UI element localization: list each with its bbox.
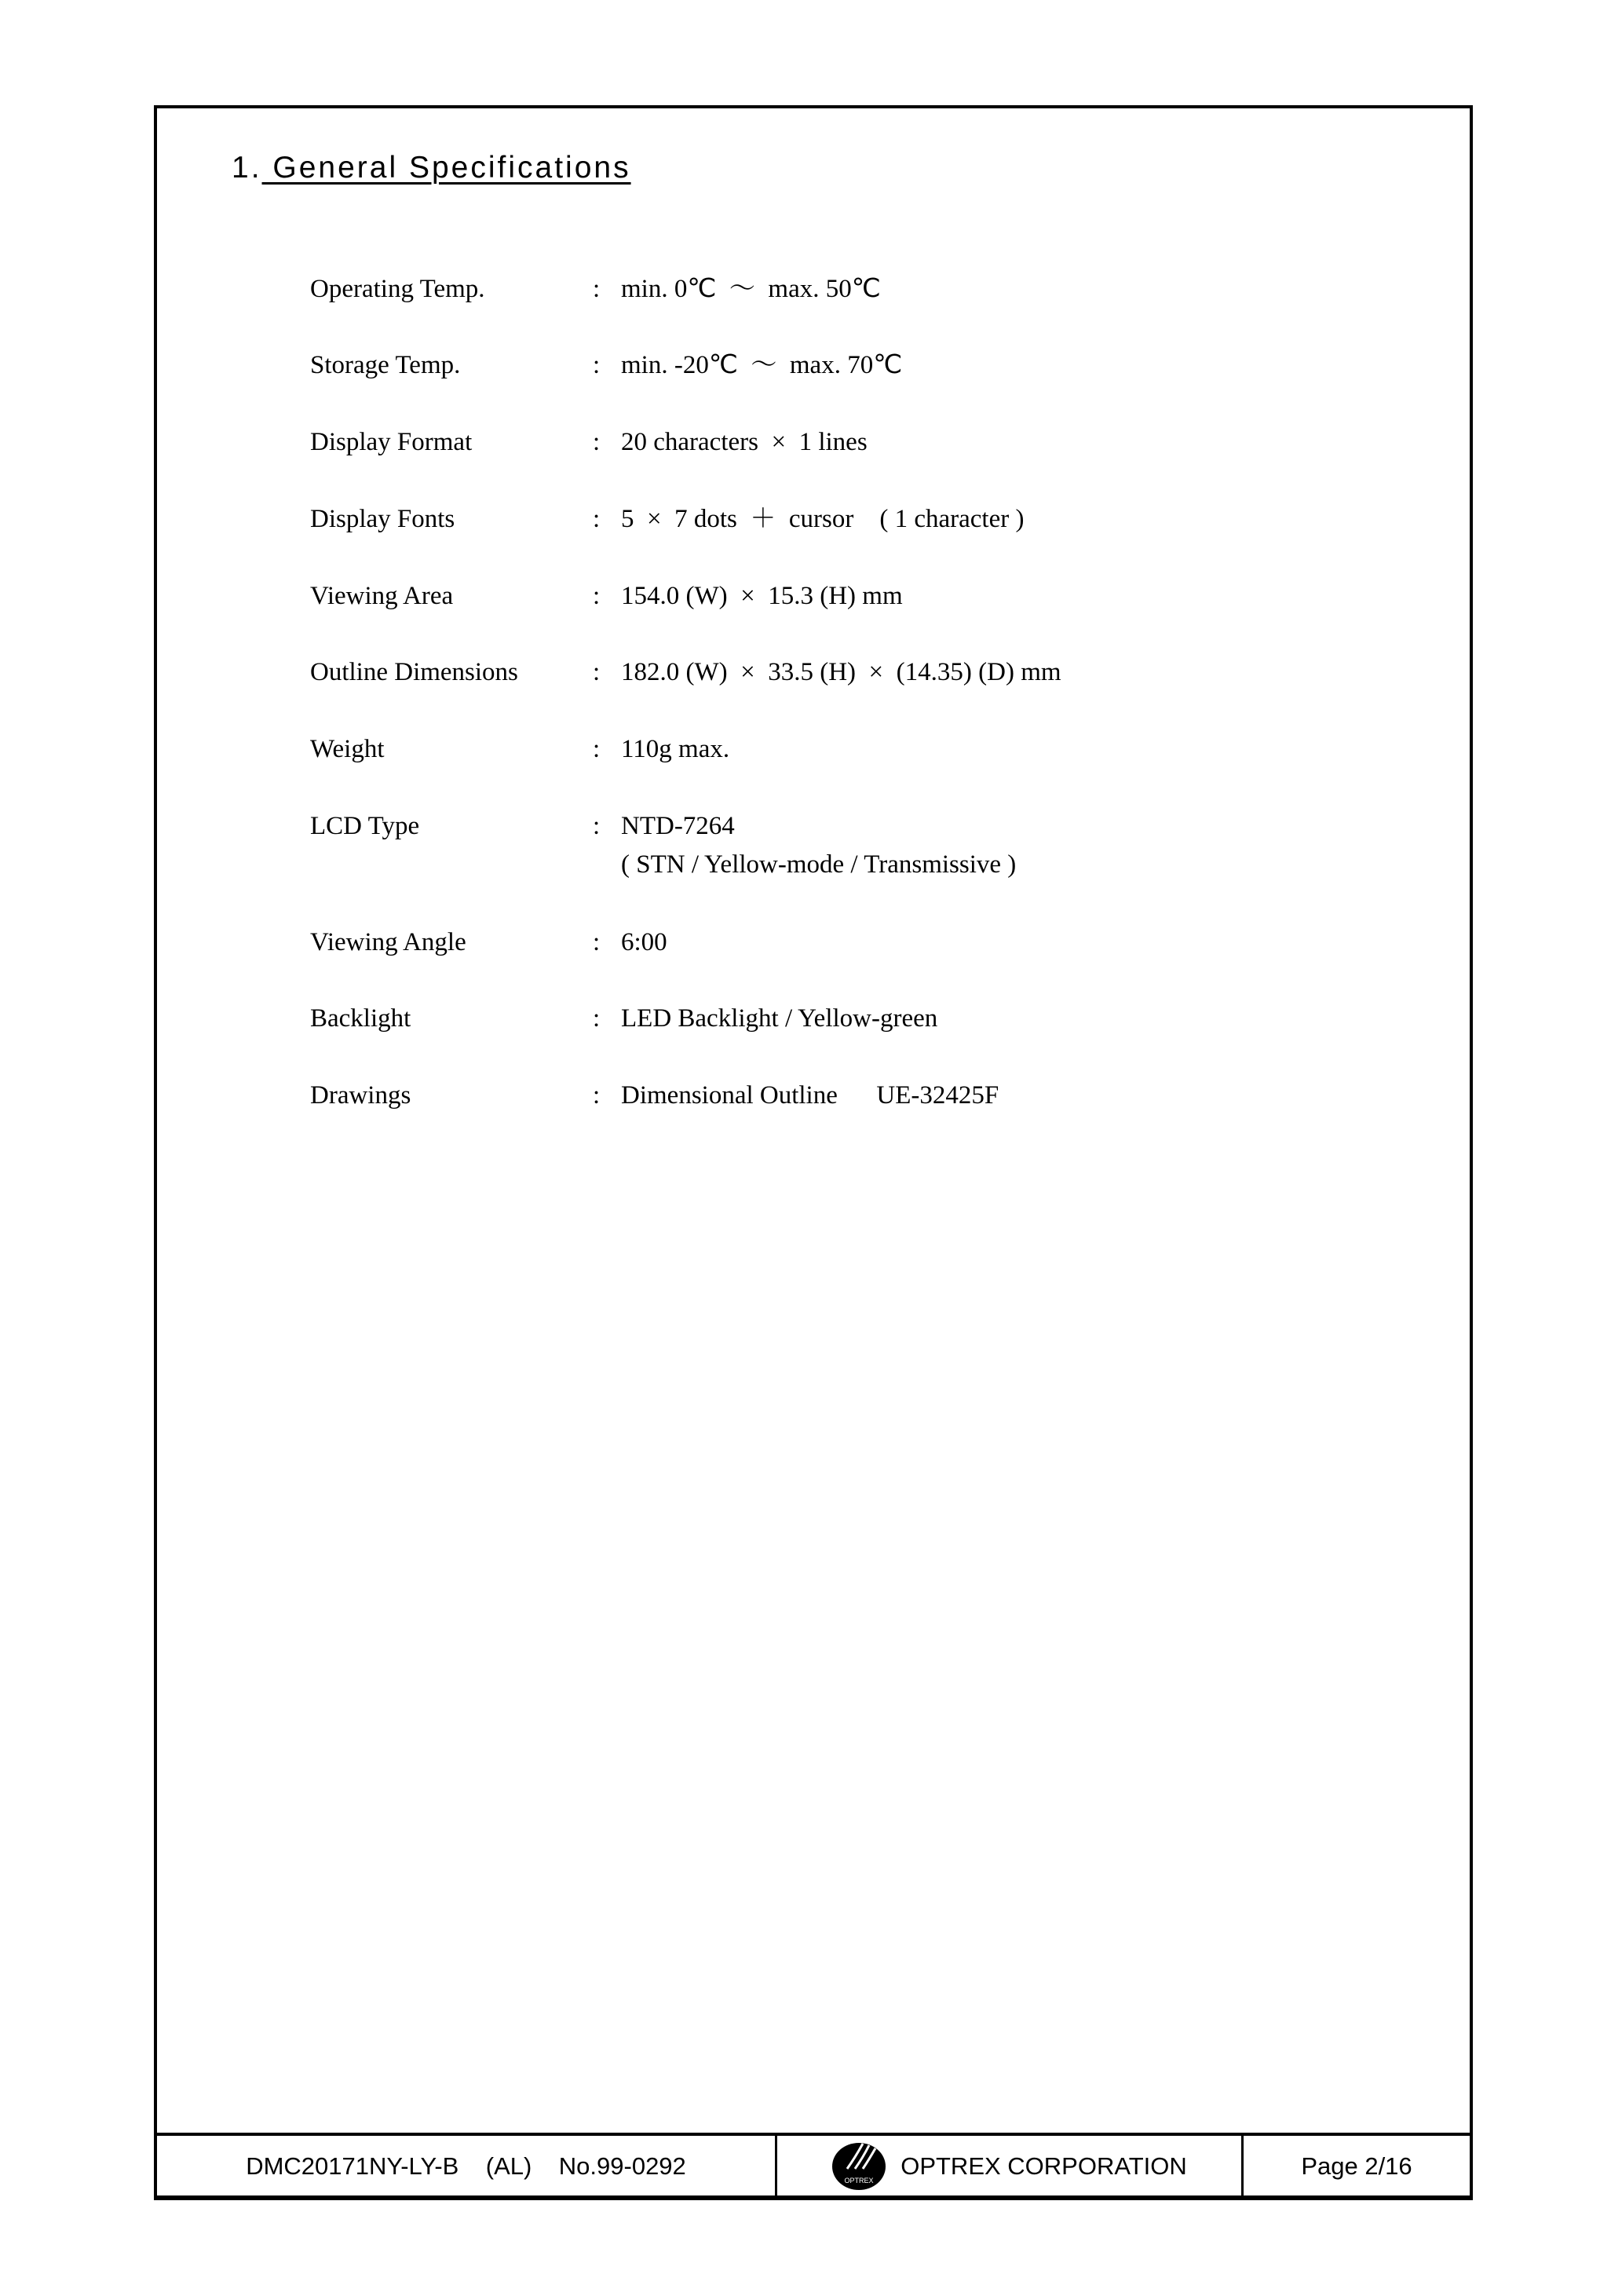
spec-value: NTD-7264	[621, 812, 735, 840]
spec-value: 154.0 (W) × 15.3 (H) mm	[621, 582, 903, 610]
spec-separator: :	[593, 275, 601, 303]
spec-value: min. 0℃ ～ max. 50℃	[621, 275, 881, 303]
spec-label: Viewing Angle	[310, 928, 466, 956]
section-number: 1.	[232, 151, 262, 185]
spec-separator: :	[593, 505, 601, 533]
spec-label: Viewing Area	[310, 582, 454, 610]
spec-separator: :	[593, 735, 601, 763]
spec-label: Operating Temp.	[310, 275, 485, 303]
optrex-logo-icon	[831, 2142, 886, 2191]
spec-label: Outline Dimensions	[310, 658, 518, 686]
spec-label: Weight	[310, 735, 385, 763]
spec-separator: :	[593, 582, 601, 610]
svg-text:OPTREX: OPTREX	[844, 2177, 874, 2184]
section-heading	[232, 151, 631, 185]
spec-label: Storage Temp.	[310, 351, 461, 379]
spec-value: 110g max.	[621, 735, 730, 763]
footer-doc-id: DMC20171NY-LY-B (AL) No.99-0292	[157, 2136, 777, 2197]
spec-value-detail: ( STN / Yellow-mode / Transmissive )	[621, 850, 1017, 879]
spec-value: min. -20℃ ～ max. 70℃	[621, 351, 903, 379]
spec-separator: :	[593, 428, 601, 456]
spec-label: Display Format	[310, 428, 473, 456]
page-number: Page 2/16	[1301, 2152, 1412, 2180]
spec-separator: :	[593, 1004, 601, 1033]
spec-value: 182.0 (W) × 33.5 (H) × (14.35) (D) mm	[621, 658, 1061, 686]
spec-separator: :	[593, 658, 601, 686]
spec-value: 20 characters × 1 lines	[621, 428, 868, 456]
spec-label: Drawings	[310, 1081, 411, 1110]
company-name: OPTREX CORPORATION	[901, 2152, 1187, 2180]
spec-label: Display Fonts	[310, 505, 455, 533]
spec-separator: :	[593, 351, 601, 379]
footer	[154, 2133, 1473, 2200]
spec-separator: :	[593, 928, 601, 956]
section-title: General Specifications	[261, 151, 631, 185]
spec-value: 6:00	[621, 928, 667, 956]
spec-label: Backlight	[310, 1004, 411, 1033]
spec-separator: :	[593, 812, 601, 840]
page-frame	[154, 105, 1473, 2199]
spec-separator: :	[593, 1081, 601, 1110]
spec-value: Dimensional Outline UE-32425F	[621, 1081, 999, 1110]
spec-value: LED Backlight / Yellow-green	[621, 1004, 938, 1033]
spec-value: 5 × 7 dots ＋ cursor ( 1 character )	[621, 505, 1025, 533]
footer-company-cell	[777, 2136, 1244, 2197]
spec-label: LCD Type	[310, 812, 420, 840]
